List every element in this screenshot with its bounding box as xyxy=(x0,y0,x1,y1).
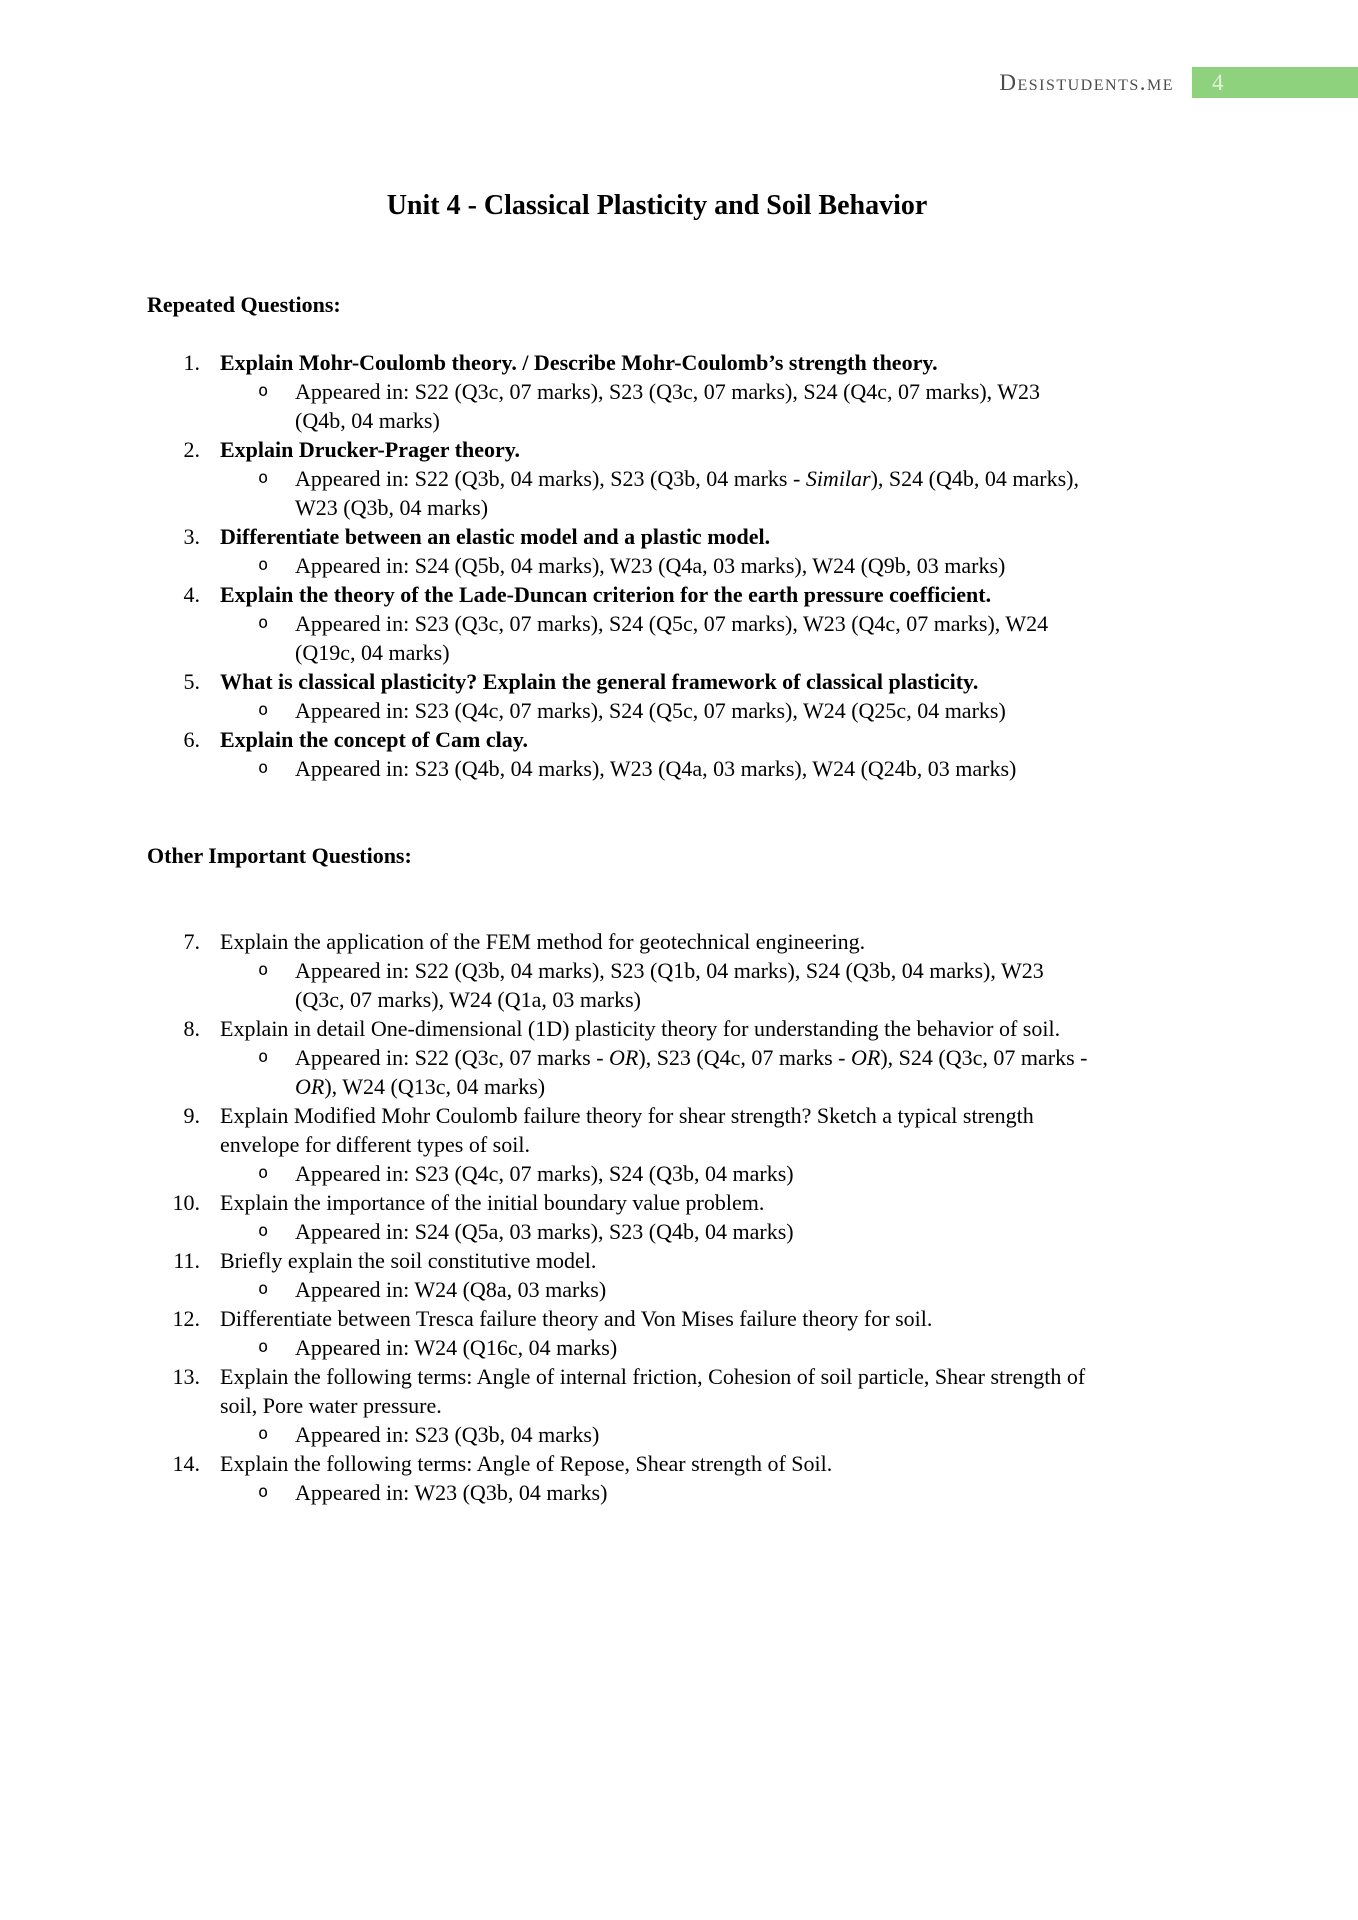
page-number-badge xyxy=(1192,67,1358,98)
question-text: Explain the following terms: Angle of internal friction, Cohesion of soil particle, Shear strength of soil, Pore water pressure. xyxy=(220,1364,1086,1418)
question-text: Explain the following terms: Angle of Repose, Shear strength of Soil. xyxy=(220,1451,833,1476)
document-content xyxy=(147,290,1095,1507)
appeared-text xyxy=(295,1420,1095,1449)
appeared-text xyxy=(295,1217,1095,1246)
appeared-segment: ), S24 (Q4b, 04 marks), W23 (Q3b, 04 marks) xyxy=(295,466,1079,520)
appeared-text xyxy=(295,464,1095,522)
item-number: 5. xyxy=(183,669,200,694)
appeared-segment: OR xyxy=(851,1045,881,1070)
appeared-text xyxy=(295,551,1095,580)
item-body xyxy=(220,1362,1095,1449)
question-item xyxy=(147,1188,1095,1246)
appeared-segment: Appeared in: S22 (Q3c, 07 marks), S23 (Q3c, 07 marks), S24 (Q4c, 07 marks), W23 (Q4b, 04 marks) xyxy=(295,379,1041,433)
item-number: 14. xyxy=(172,1451,200,1476)
appeared-segment: ), S24 (Q3c, 07 marks - xyxy=(880,1045,1088,1070)
question-item xyxy=(147,927,1095,1014)
item-body xyxy=(220,1101,1095,1188)
appeared-text xyxy=(295,696,1095,725)
appeared-row xyxy=(220,377,1095,435)
circle-bullet: o xyxy=(258,555,269,575)
question-text: Differentiate between Tresca failure theory and Von Mises failure theory for soil. xyxy=(220,1306,933,1331)
item-body xyxy=(220,725,1095,783)
appeared-segment: Appeared in: W24 (Q8a, 03 marks) xyxy=(295,1277,607,1302)
appeared-row xyxy=(220,1420,1095,1449)
appeared-segment: Appeared in: S24 (Q5b, 04 marks), W23 (Q4a, 03 marks), W24 (Q9b, 03 marks) xyxy=(295,553,1006,578)
appeared-segment: OR xyxy=(609,1045,639,1070)
appeared-segment: Appeared in: S23 (Q3b, 04 marks) xyxy=(295,1422,600,1447)
item-number: 6. xyxy=(183,727,200,752)
item-number: 11. xyxy=(173,1248,200,1273)
circle-bullet: o xyxy=(258,613,269,633)
question-item xyxy=(147,435,1095,522)
question-item xyxy=(147,522,1095,580)
item-number: 9. xyxy=(183,1103,200,1128)
appeared-segment: Appeared in: S22 (Q3b, 04 marks), S23 (Q3b, 04 marks - xyxy=(295,466,806,491)
appeared-row xyxy=(220,1217,1095,1246)
item-number: 3. xyxy=(183,524,200,549)
circle-bullet: o xyxy=(258,700,269,720)
item-body xyxy=(220,1188,1095,1246)
appeared-row xyxy=(220,1478,1095,1507)
appeared-segment: Appeared in: S23 (Q4b, 04 marks), W23 (Q4a, 03 marks), W24 (Q24b, 03 marks) xyxy=(295,756,1017,781)
question-item xyxy=(147,1014,1095,1101)
circle-bullet: o xyxy=(258,1279,269,1299)
appeared-row xyxy=(220,551,1095,580)
question-text: What is classical plasticity? Explain the general framework of classical plasticity. xyxy=(220,669,979,694)
appeared-text xyxy=(295,377,1095,435)
appeared-row xyxy=(220,464,1095,522)
item-body xyxy=(220,1014,1095,1101)
question-item xyxy=(147,348,1095,435)
question-text: Explain the concept of Cam clay. xyxy=(220,727,528,752)
item-number: 10. xyxy=(172,1190,200,1215)
item-number: 12. xyxy=(172,1306,200,1331)
question-item xyxy=(147,1101,1095,1188)
appeared-text xyxy=(295,1478,1095,1507)
section-heading: Other Important Questions: xyxy=(147,843,412,868)
page-header xyxy=(999,67,1358,98)
question-item xyxy=(147,1362,1095,1449)
page-number: 4 xyxy=(1212,69,1224,95)
appeared-text xyxy=(295,1043,1095,1101)
question-text: Explain Mohr-Coulomb theory. / Describe Mohr-Coulomb’s strength theory. xyxy=(220,350,938,375)
item-body xyxy=(220,580,1095,667)
circle-bullet: o xyxy=(258,960,269,980)
item-number: 4. xyxy=(183,582,200,607)
item-body xyxy=(220,348,1095,435)
question-item xyxy=(147,667,1095,725)
question-text: Explain Drucker-Prager theory. xyxy=(220,437,521,462)
item-body xyxy=(220,435,1095,522)
item-number: 7. xyxy=(183,929,200,954)
appeared-segment: OR xyxy=(295,1074,325,1099)
question-text: Differentiate between an elastic model and a plastic model. xyxy=(220,524,771,549)
circle-bullet: o xyxy=(258,1047,269,1067)
question-text: Explain in detail One-dimensional (1D) plasticity theory for understanding the behavior of soil. xyxy=(220,1016,1061,1041)
appeared-row xyxy=(220,696,1095,725)
item-body xyxy=(220,1449,1095,1507)
circle-bullet: o xyxy=(258,1424,269,1444)
circle-bullet: o xyxy=(258,468,269,488)
appeared-row xyxy=(220,1043,1095,1101)
appeared-segment: Appeared in: S22 (Q3c, 07 marks - xyxy=(295,1045,610,1070)
item-number: 2. xyxy=(183,437,200,462)
question-item xyxy=(147,725,1095,783)
item-body xyxy=(220,667,1095,725)
appeared-segment: Similar xyxy=(805,466,871,491)
appeared-text xyxy=(295,609,1095,667)
question-section xyxy=(147,290,1095,783)
item-body xyxy=(220,927,1095,1014)
item-number: 1. xyxy=(183,350,200,375)
appeared-segment: Appeared in: W23 (Q3b, 04 marks) xyxy=(295,1480,608,1505)
site-name: Desistudents.me xyxy=(999,69,1174,95)
page-title: Unit 4 - Classical Plasticity and Soil Behavior xyxy=(386,190,928,221)
appeared-text xyxy=(295,754,1095,783)
appeared-segment: Appeared in: S24 (Q5a, 03 marks), S23 (Q4b, 04 marks) xyxy=(295,1219,794,1244)
question-item xyxy=(147,1246,1095,1304)
appeared-segment: Appeared in: S23 (Q4c, 07 marks), S24 (Q5c, 07 marks), W24 (Q25c, 04 marks) xyxy=(295,698,1006,723)
item-body xyxy=(220,522,1095,580)
appeared-row xyxy=(220,956,1095,1014)
appeared-text xyxy=(295,1333,1095,1362)
appeared-segment: ), W24 (Q13c, 04 marks) xyxy=(324,1074,546,1099)
question-text: Briefly explain the soil constitutive model. xyxy=(220,1248,597,1273)
appeared-text xyxy=(295,1275,1095,1304)
circle-bullet: o xyxy=(258,1163,269,1183)
question-item xyxy=(147,580,1095,667)
question-text: Explain the theory of the Lade-Duncan criterion for the earth pressure coefficient. xyxy=(220,582,992,607)
appeared-segment: Appeared in: S22 (Q3b, 04 marks), S23 (Q1b, 04 marks), S24 (Q3b, 04 marks), W23 (Q3c, 07 marks), W24 (Q1a, 03 marks) xyxy=(295,958,1044,1012)
item-number: 13. xyxy=(172,1364,200,1389)
question-text: Explain the importance of the initial boundary value problem. xyxy=(220,1190,765,1215)
question-item xyxy=(147,1449,1095,1507)
appeared-text xyxy=(295,956,1095,1014)
appeared-segment: Appeared in: S23 (Q4c, 07 marks), S24 (Q3b, 04 marks) xyxy=(295,1161,794,1186)
appeared-segment: Appeared in: W24 (Q16c, 04 marks) xyxy=(295,1335,618,1360)
appeared-segment: ), S23 (Q4c, 07 marks - xyxy=(638,1045,852,1070)
item-number: 8. xyxy=(183,1016,200,1041)
appeared-row xyxy=(220,1159,1095,1188)
question-text: Explain the application of the FEM method for geotechnical engineering. xyxy=(220,929,866,954)
section-heading: Repeated Questions: xyxy=(147,292,341,317)
appeared-row xyxy=(220,1275,1095,1304)
appeared-row xyxy=(220,1333,1095,1362)
appeared-row xyxy=(220,754,1095,783)
circle-bullet: o xyxy=(258,758,269,778)
item-body xyxy=(220,1304,1095,1362)
circle-bullet: o xyxy=(258,1482,269,1502)
appeared-text xyxy=(295,1159,1095,1188)
circle-bullet: o xyxy=(258,381,269,401)
circle-bullet: o xyxy=(258,1337,269,1357)
question-item xyxy=(147,1304,1095,1362)
question-section xyxy=(147,841,1095,1507)
question-text: Explain Modified Mohr Coulomb failure theory for shear strength? Sketch a typical strength envelope for different types of soil. xyxy=(220,1103,1034,1157)
appeared-segment: Appeared in: S23 (Q3c, 07 marks), S24 (Q5c, 07 marks), W23 (Q4c, 07 marks), W24 (Q19c, 04 marks) xyxy=(295,611,1049,665)
circle-bullet: o xyxy=(258,1221,269,1241)
appeared-row xyxy=(220,609,1095,667)
item-body xyxy=(220,1246,1095,1304)
